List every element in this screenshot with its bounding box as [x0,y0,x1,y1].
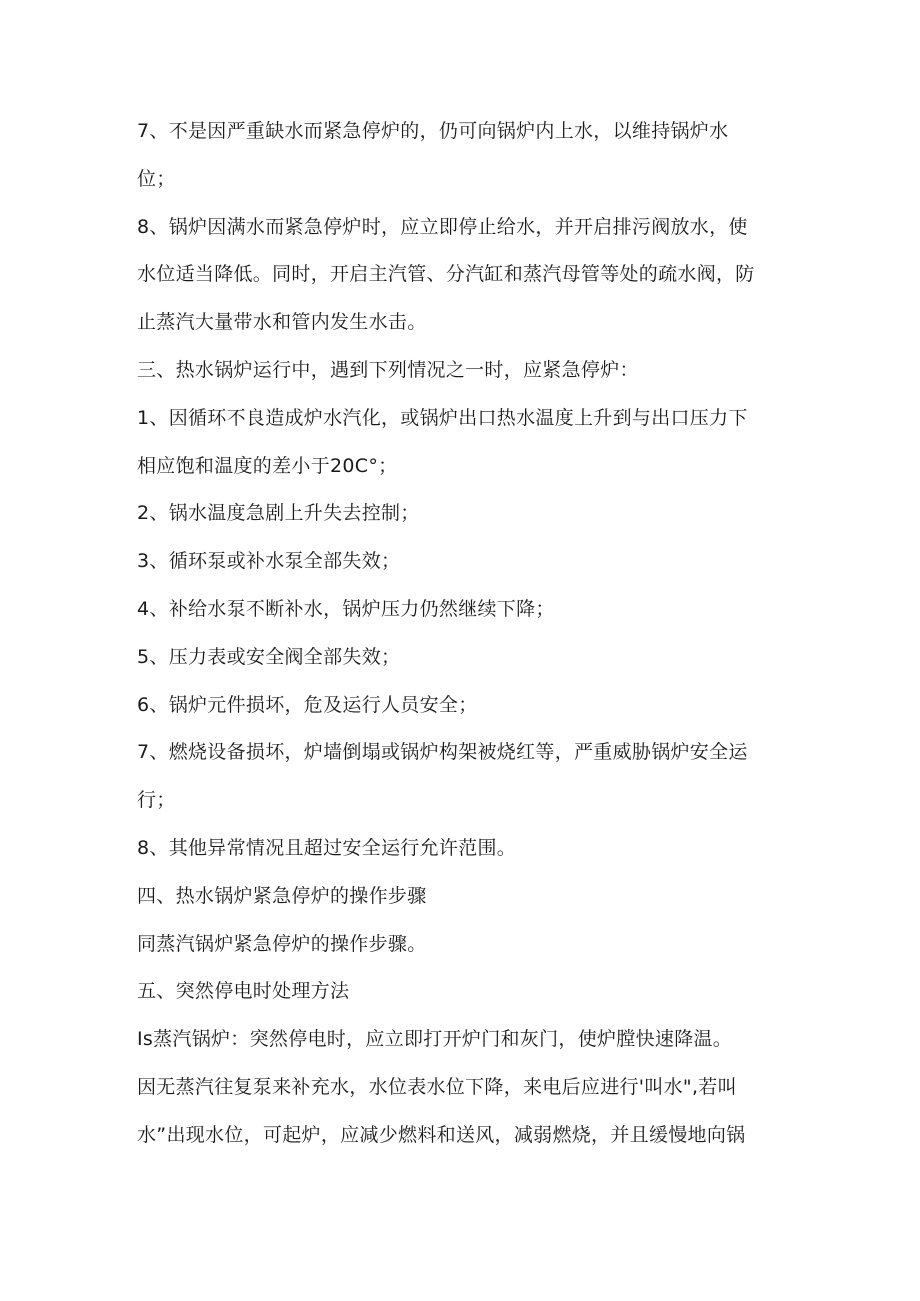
text-line: 5、压力表或安全阀全部失效； [137,645,401,668]
text-line: 3、循环泵或补水泵全部失效； [137,550,401,573]
text-line: 4、补给水泵不断补水，锅炉压力仍然继续下降； [137,597,555,620]
text-line: Is蒸汽锅炉：突然停电时，应立即打开炉门和灰门，使炉膛快速降温。 [137,1028,733,1051]
text-line: 相应饱和温度的差小于20C°； [137,454,398,477]
text-line: 7、燃烧设备损坏，炉墙倒塌或锅炉构架被烧红等，严重威胁锅炉安全运 [137,741,748,764]
text-line: 水位适当降低。同时，开启主汽管、分汽缸和蒸汽母管等处的疏水阀，防 [137,263,755,286]
text-line: 因无蒸汽往复泵来补充水，水位表水位下降，来电后应进行'叫水",若叫 [137,1075,737,1098]
text-line: 位； [137,167,176,190]
section-heading: 三、热水锅炉运行中，遇到下列情况之一时，应紧急停炉： [137,358,639,381]
text-line: 7、不是因严重缺水而紧急停炉的，仍可向锅炉内上水，以维持锅炉水 [137,120,729,142]
text-line: 8、锅炉因满水而紧急停炉时，应立即停止给水，并开启排污阀放水，使 [137,215,748,238]
text-line: 1、因循环不良造成炉水汽化，或锅炉出口热水温度上升到与出口压力下 [137,406,748,429]
text-line: 行； [137,789,176,812]
section-heading: 五、突然停电时处理方法 [137,980,350,1003]
text-line: 2、锅水温度急剧上升失去控制； [137,502,420,525]
text-line: 水”出现水位，可起炉，应减少燃料和送风，减弱燃烧，并且缓慢地向锅 [137,1123,746,1146]
document-body [137,108,787,1160]
text-line: 止蒸汽大量带水和管内发生水击。 [137,311,427,334]
section-heading: 四、热水锅炉紧急停炉的操作步骤 [137,884,427,907]
text-line: 8、其他异常情况且超过安全运行允许范围。 [137,836,517,859]
text-line: 同蒸汽锅炉紧急停炉的操作步骤。 [137,932,427,955]
text-line: 6、锅炉元件损坏，危及运行人员安全； [137,693,478,716]
